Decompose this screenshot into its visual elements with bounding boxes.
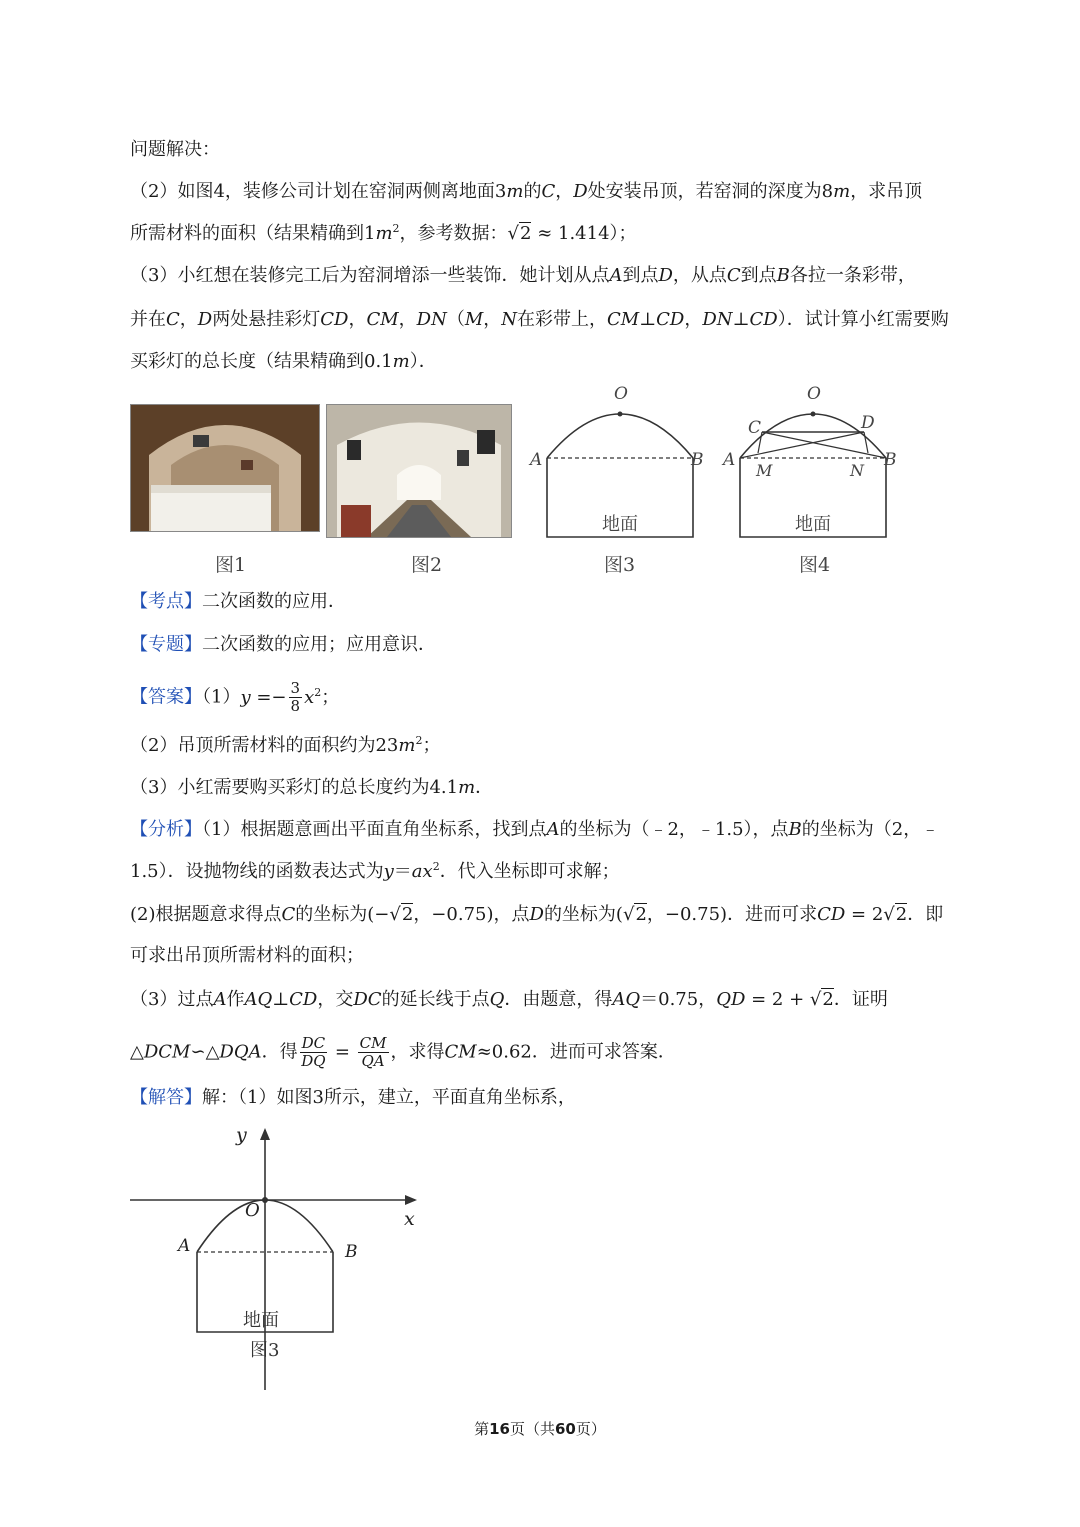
question-2-line-2: 所需材料的面积（结果精确到$1m^2$，参考数据：√2 ≈ 1.414）； — [130, 222, 637, 244]
answer-1-formula: y =− $\frac{3}{8}$ $x^2$； — [240, 679, 340, 715]
figure-3-ground-label: 地面 — [602, 514, 638, 535]
figure-1-caption: 图1 — [215, 554, 247, 576]
analysis-line-5: （3）过点A作AQ⊥CD，交DC的延长线于点Q．由题意，得AQ＝0.75，QD = 2 + √2．证明 — [130, 989, 888, 1010]
answer-tag: 【答案】 — [130, 686, 202, 708]
question-3-line-3: 买彩灯的总长度（结果精确到0.1m）． — [130, 351, 437, 372]
figure-1-photo — [130, 404, 320, 532]
figure-4-label-c: C — [748, 418, 762, 438]
answer-line-1 — [130, 680, 339, 715]
figure-4-label-d: D — [861, 413, 875, 433]
analysis-tag: 【分析】 — [130, 819, 202, 840]
kaodian-tag: 【考点】 — [130, 591, 202, 612]
point-b-label: B — [345, 1242, 358, 1262]
figure-3-label-a: A — [530, 450, 543, 470]
analysis-line-4: 可求出吊顶所需材料的面积； — [130, 945, 364, 966]
solution-text: 解：（1）如图3所示，建立，平面直角坐标系， — [202, 1087, 576, 1108]
analysis-line-3: (2)根据题意求得点C的坐标为(−√2，−0.75)，点D的坐标为(√2，−0.75)．进而可求CD = 2√2．即 — [130, 904, 944, 925]
question-3-line-1: （3）小红想在装修完工后为窑洞增添一些装饰．她计划从点A到点D，从点C到点B各拉一条彩带， — [130, 265, 916, 286]
figure-2-caption: 图2 — [411, 554, 443, 576]
figure-3-caption: 图3 — [604, 554, 636, 576]
zhuanti-tag: 【专题】 — [130, 634, 202, 655]
answer-1-prefix: （1） — [202, 686, 241, 708]
question-2-line-1: （2）如图4，装修公司计划在窑洞两侧离地面3m的C，D处安装吊顶，若窑洞的深度为8m，求吊顶 — [130, 181, 923, 202]
answer-line-3: （3）小红需要购买彩灯的总长度约为4.1m． — [130, 777, 494, 798]
question-3-line-2: 并在C，D两处悬挂彩灯CD，CM，DN（M，N在彩带上，CM⊥CD，DN⊥CD）．试计算小红需要购 — [130, 309, 949, 330]
page-number: 16 — [489, 1420, 510, 1438]
zhuanti-line — [130, 633, 436, 657]
analysis-line-6: △DCM∽△DQA．得 $\frac{DC}{DQ}$ = $\frac{CM}{QA}$ ，求得CM≈0.62．进而可求答案． — [130, 1034, 676, 1070]
figure-4-label-b: B — [884, 450, 897, 470]
figure-3-label-b: B — [691, 450, 704, 470]
x-axis-label: x — [404, 1208, 415, 1230]
section-heading: 问题解决： — [130, 139, 220, 160]
page-footer: 第16页（共60页） — [474, 1420, 606, 1438]
analysis-line-2: 1.5）．设抛物线的函数表达式为$y=ax^2$．代入坐标即可求解； — [130, 860, 620, 882]
figure-4-ground-label: 地面 — [795, 514, 831, 535]
kaodian-text: 二次函数的应用． — [202, 591, 346, 612]
origin-label: O — [245, 1200, 260, 1221]
figure-4-label-o: O — [807, 384, 821, 404]
analysis-line-1: 【分析】（1）根据题意画出平面直角坐标系，找到点A的坐标为（﹣2，﹣1.5），点B的坐标为（2，﹣ — [130, 819, 940, 840]
zhuanti-text: 二次函数的应用；应用意识． — [202, 634, 436, 655]
y-axis-label: y — [236, 1124, 247, 1146]
figure-4-caption: 图4 — [799, 554, 831, 576]
page-total: 60 — [555, 1420, 576, 1438]
coordinate-ground-label: 地面 — [243, 1310, 279, 1331]
figure-3-label-o: O — [614, 384, 628, 404]
figure-4-label-m: M — [756, 461, 773, 480]
coordinate-caption: 图3 — [250, 1340, 280, 1361]
solution-line — [130, 1086, 576, 1110]
figure-2-photo — [326, 404, 512, 538]
solution-tag: 【解答】 — [130, 1087, 202, 1108]
figure-4-label-n: N — [850, 461, 864, 480]
kaodian-line — [130, 590, 346, 614]
figure-4-label-a: A — [723, 450, 736, 470]
point-a-label: A — [178, 1236, 191, 1256]
answer-line-2: （2）吊顶所需材料的面积约为$23m^2$； — [130, 734, 441, 756]
